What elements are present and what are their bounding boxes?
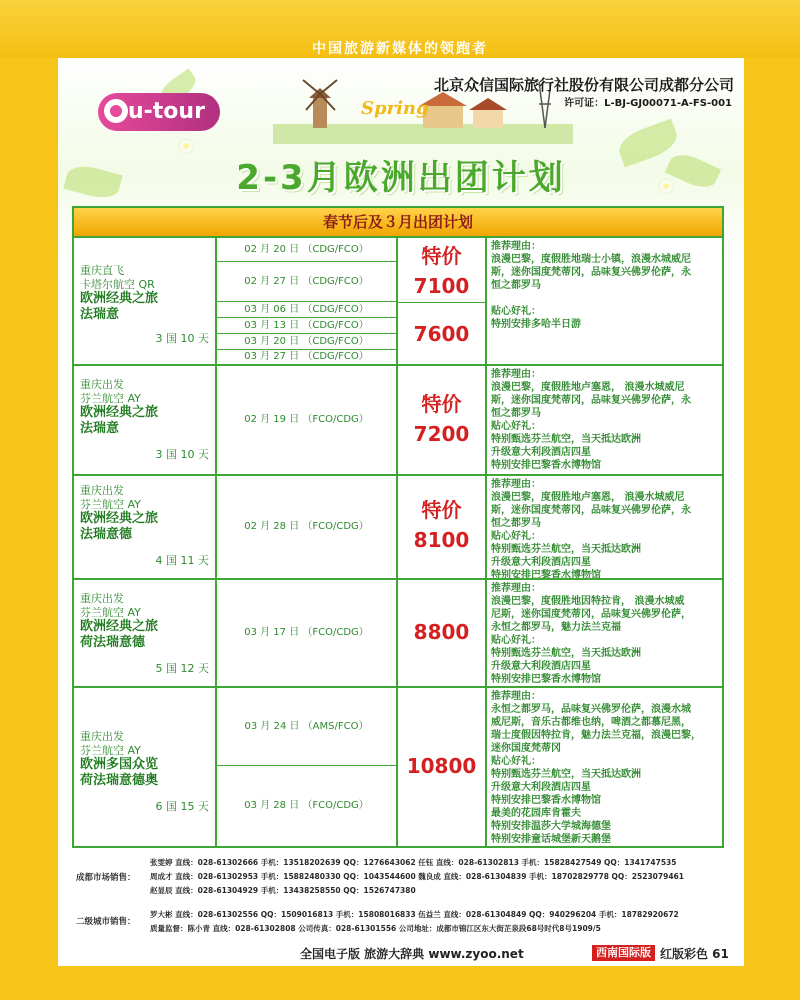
note-line: 推荐理由：: [491, 369, 541, 380]
route-days: 3 国 10 天: [155, 332, 209, 345]
note-line: 特别安排童话城堡新天鹅堡: [491, 834, 611, 845]
route-airline: 芬兰航空 AY: [80, 744, 141, 757]
route-cell: [74, 238, 217, 364]
departure-date: 03 月 20 日 （CDG/FCO）: [217, 334, 396, 350]
company-name: 北京众信国际旅行社股份有限公司成都分公司: [433, 76, 734, 94]
route-airline: 芬兰航空 AY: [80, 392, 141, 405]
price-cell: [398, 238, 487, 364]
price-cell: [398, 366, 487, 474]
note-line: 尼斯，迷你国度梵蒂冈，品味复兴佛罗伦萨，: [491, 609, 691, 620]
route-countries: 荷法瑞意德: [80, 635, 146, 650]
note-line: 永恒之都罗马，品味复兴佛罗伦萨，浪漫水城: [491, 704, 691, 715]
note-line: 特别安排巴黎香水博物馆: [491, 674, 601, 685]
contact-line: 张雯婷 直线：028-61302666 手机：13518202639 QQ：1276643062 任钰 直线：028-61302813 手机：15828427549 QQ：1341747535: [150, 858, 677, 867]
note-line: 斯，迷你国度梵蒂冈，品味复兴佛罗伦萨，永: [491, 505, 691, 516]
price-cell: [398, 476, 487, 578]
route-cell: [74, 580, 217, 686]
departure-date: 03 月 27 日 （CDG/FCO）: [244, 351, 369, 362]
note-line: 升级意大利段酒店四星: [491, 557, 591, 568]
departure-date: 03 月 28 日 （FCO/CDG）: [244, 800, 369, 811]
route-days: 5 国 12 天: [155, 662, 209, 675]
price-value: 10800: [406, 754, 477, 778]
route-origin: 重庆直飞: [80, 264, 124, 277]
price-value: 8800: [413, 620, 470, 644]
note-line: 升级意大利段酒店四星: [491, 782, 591, 793]
license-number: 许可证：L-BJ-GJ00071-A-FS-001: [564, 98, 732, 109]
notes-cell: [487, 580, 722, 686]
note-line: 贴心好礼：: [491, 421, 541, 432]
note-line: 推荐理由：: [491, 479, 541, 490]
notes-cell: [487, 238, 722, 364]
route-tour-name: 欧洲多国众览: [80, 757, 159, 772]
departure-date: 03 月 06 日 （CDG/FCO）: [217, 302, 396, 318]
note-line: 特别甄选芬兰航空，当天抵达欧洲: [491, 648, 641, 659]
route-tour-name: 欧洲经典之旅: [80, 405, 159, 420]
page-sheet: [58, 58, 744, 966]
table-row: [74, 474, 722, 581]
notes-cell: [487, 688, 722, 846]
route-tour-name: 欧洲经典之旅: [80, 511, 159, 526]
utour-logo: u-tour: [98, 93, 220, 131]
route-airline: 卡塔尔航空 QR: [80, 278, 155, 291]
note-line: 推荐理由：: [491, 241, 541, 252]
price-cell: [398, 580, 487, 686]
departure-date: 02 月 28 日 （FCO/CDG）: [244, 521, 369, 532]
route-countries: 法瑞意: [80, 421, 120, 436]
route-cell: [74, 688, 217, 846]
route-days: 3 国 10 天: [155, 448, 209, 461]
route-airline: 芬兰航空 AY: [80, 498, 141, 511]
note-line: 特别安排巴黎香水博物馆: [491, 795, 601, 806]
schedule-table: [72, 206, 724, 848]
masthead-tagline: 中国旅游新媒体的领跑者: [312, 41, 488, 57]
price-divider: [398, 302, 485, 303]
note-line: 瑞士度假因特拉肯，魅力法兰克福，浪漫巴黎，: [491, 730, 701, 741]
route-countries: 荷法瑞意德奥: [80, 773, 159, 788]
route-tour-name: 欧洲经典之旅: [80, 619, 159, 634]
note-line: 特别安排温莎大学城海德堡: [491, 821, 611, 832]
route-cell: [74, 366, 217, 474]
departure-date: 02 月 19 日 （FCO/CDG）: [244, 414, 369, 425]
date-cell: [217, 366, 398, 474]
note-line: 特别安排巴黎香水博物馆: [491, 460, 601, 471]
departure-date: 02 月 27 日 （CDG/FCO）: [217, 262, 396, 302]
price-cell: [398, 688, 487, 846]
contacts-section: [72, 853, 724, 943]
page-number: 红版彩色 61: [660, 947, 729, 961]
note-line: 最美的花园库肯霍夫: [491, 808, 581, 819]
table-heading: 春节后及３月出团计划: [74, 208, 722, 236]
notes-cell: [487, 476, 722, 581]
note-line: 恒之都罗马: [491, 280, 541, 291]
special-price-label: 特价: [421, 498, 462, 522]
page-title: 2-3月欧洲出团计划: [236, 158, 566, 198]
route-countries: 法瑞意: [80, 307, 120, 322]
note-line: 恒之都罗马: [491, 518, 541, 529]
departure-date: 03 月 13 日 （CDG/FCO）: [217, 318, 396, 334]
edition-badge: 西南国际版: [592, 945, 655, 961]
contact-line: 赵显辰 直线：028-61304929 手机：13438258550 QQ：1526747380: [150, 886, 416, 895]
note-line: 斯，迷你国度梵蒂冈，品味复兴佛罗伦萨，永: [491, 267, 691, 278]
date-cell: [217, 688, 398, 846]
price-value: 8100: [413, 528, 470, 552]
date-cell: [217, 476, 398, 578]
date-cell: [217, 238, 398, 364]
note-line: 升级意大利段酒店四星: [491, 447, 591, 458]
route-origin: 重庆出发: [80, 730, 124, 743]
route-days: 4 国 11 天: [155, 554, 209, 567]
note-line: 浪漫巴黎，度假胜地卢塞恩， 浪漫水城威尼: [491, 382, 685, 393]
departure-date: 03 月 24 日 （AMS/FCO）: [217, 688, 396, 766]
note-line: 特别安排巴黎香水博物馆: [491, 570, 601, 581]
note-line: 斯，迷你国度梵蒂冈，品味复兴佛罗伦萨，永: [491, 395, 691, 406]
route-cell: [74, 476, 217, 578]
notes-cell: [487, 366, 722, 474]
price-value: 7200: [413, 422, 470, 446]
banner-word: Spring: [361, 98, 429, 119]
departure-date: 02 月 20 日 （CDG/FCO）: [217, 238, 396, 262]
note-line: 推荐理由：: [491, 691, 541, 702]
price-value: 7100: [413, 274, 470, 298]
route-days: 6 国 15 天: [155, 800, 209, 813]
note-line: 威尼斯，音乐古都维也纳，啤酒之都慕尼黑，: [491, 717, 691, 728]
departure-date: 03 月 17 日 （FCO/CDG）: [244, 627, 369, 638]
note-line: 贴心好礼：: [491, 635, 541, 646]
route-origin: 重庆出发: [80, 378, 124, 391]
note-line: [491, 292, 718, 305]
note-line: 贴心好礼：: [491, 756, 541, 767]
note-line: 浪漫巴黎，度假胜地瑞士小镇，浪漫水城威尼: [491, 254, 691, 265]
note-line: 贴心好礼：: [491, 531, 541, 542]
table-row: [74, 364, 722, 474]
note-line: 特别甄选芬兰航空，当天抵达欧洲: [491, 544, 641, 555]
date-cell: [217, 580, 398, 686]
note-line: 推荐理由：: [491, 583, 541, 594]
table-row: [74, 236, 722, 364]
route-origin: 重庆出发: [80, 484, 124, 497]
special-price-label: 特价: [421, 392, 462, 416]
contact-line: 质量监督：陈小青 直线：028-61302808 公司传真：028-61301556 公司地址：成都市锦江区东大街芷泉段68号时代8号1909/5: [150, 924, 601, 933]
chengdu-sales-label: 成都市场销售：: [76, 873, 136, 883]
table-row: [74, 578, 722, 686]
note-line: 恒之都罗马: [491, 408, 541, 419]
note-line: 迷你国度梵蒂冈: [491, 743, 561, 754]
note-line: 浪漫巴黎，度假胜地卢塞恩， 浪漫水城威尼: [491, 492, 685, 503]
second-tier-sales-label: 二级城市销售：: [76, 917, 136, 927]
note-line: 特别甄选芬兰航空，当天抵达欧洲: [491, 769, 641, 780]
note-line: 浪漫巴黎，度假胜地因特拉肯， 浪漫水城威: [491, 596, 685, 607]
price-value: 7600: [413, 322, 470, 346]
note-line: 特别甄选芬兰航空，当天抵达欧洲: [491, 434, 641, 445]
note-line: 贴心好礼：: [491, 306, 541, 317]
bottom-publication: 全国电子版 旅游大辞典 www.zyoo.net: [300, 947, 524, 961]
contact-line: 罗大彬 直线：028-61302556 QQ：1509016813 手机：15808016833 伍益兰 直线：028-61304849 QQ：940296204 手机：18782920672: [150, 910, 679, 919]
special-price-label: 特价: [421, 244, 462, 268]
route-countries: 法瑞意德: [80, 527, 133, 542]
route-origin: 重庆出发: [80, 592, 124, 605]
note-line: 特别安排多哈半日游: [491, 319, 581, 330]
contact-line: 周成才 直线：028-61302953 手机：15882480330 QQ：1043544600 魏良成 直线：028-61304839 手机：18702829778 QQ：2523079461: [150, 872, 684, 881]
note-line: 永恒之都罗马，魅力法兰克福: [491, 622, 621, 633]
note-line: 升级意大利段酒店四星: [491, 661, 591, 672]
route-tour-name: 欧洲经典之旅: [80, 291, 159, 306]
table-row: [74, 686, 722, 846]
route-airline: 芬兰航空 AY: [80, 606, 141, 619]
